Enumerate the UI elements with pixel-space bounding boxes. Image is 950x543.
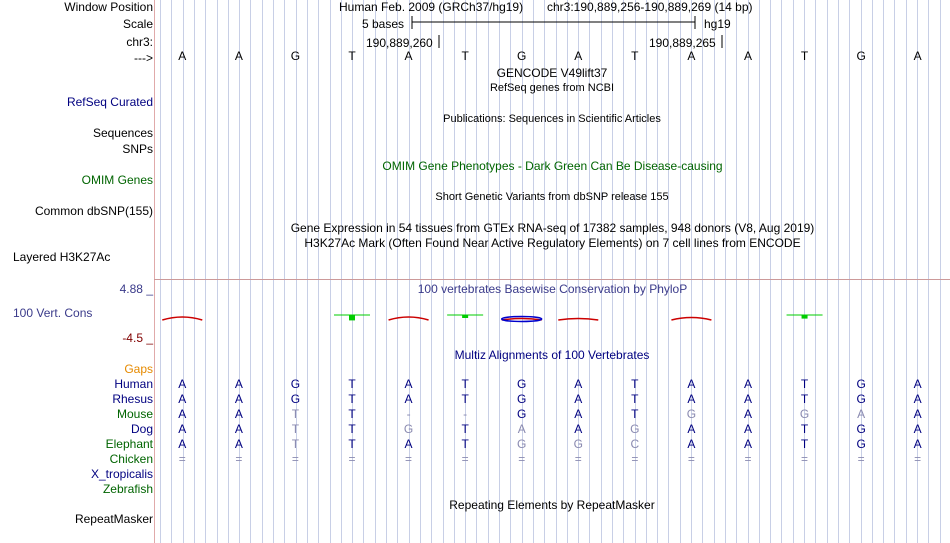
species-base: A [404, 392, 413, 406]
species-base: T [800, 377, 809, 391]
species-base: G [517, 392, 527, 406]
species-base: A [234, 377, 243, 391]
phylop-title[interactable]: 100 vertebrates Basewise Conservation by PhyloP [417, 282, 688, 296]
species-base: T [800, 392, 809, 406]
publications-title[interactable]: Publications: Sequences in Scientific Articles [443, 113, 661, 125]
species-base: G [856, 422, 866, 436]
sequences-track-label[interactable]: Sequences [92, 126, 153, 140]
reference-base: T [348, 49, 356, 63]
species-base: = [461, 452, 469, 466]
species-base: G [290, 392, 301, 406]
species-label[interactable]: Mouse [116, 407, 153, 421]
species-base: A [178, 407, 187, 421]
species-base: A [178, 422, 187, 436]
cons-bar [349, 315, 355, 320]
species-base: T [461, 377, 469, 391]
species-base: A [574, 377, 583, 391]
species-base: = [405, 452, 413, 466]
species-label[interactable]: Chicken [109, 452, 153, 466]
layered-h3k27ac-track-label[interactable]: Layered H3K27Ac [13, 250, 111, 264]
cons-bar [802, 315, 808, 319]
species-base: A [404, 377, 413, 391]
species-base: A [857, 407, 866, 421]
species-base: T [461, 392, 469, 406]
species-base: A [234, 437, 243, 451]
omim-title[interactable]: OMIM Gene Phenotypes - Dark Green Can Be Disease-causing [382, 159, 723, 173]
reference-base: G [517, 49, 527, 63]
species-base: A [913, 392, 922, 406]
species-base: A [574, 392, 583, 406]
cons-bar [462, 315, 468, 318]
coord-2: 190,889,265 [649, 36, 716, 50]
cons-curve [502, 319, 542, 321]
gencode-title[interactable]: GENCODE V49lift37 [496, 66, 608, 80]
species-base: T [461, 422, 469, 436]
snp-title[interactable]: Short Genetic Variants from dbSNP release 155 [435, 191, 669, 203]
window-position: chr3:190,889,256-190,889,269 (14 bp) [547, 0, 753, 14]
species-label[interactable]: Zebrafish [102, 482, 153, 496]
species-base: G [856, 437, 866, 451]
species-base: A [234, 422, 243, 436]
species-label[interactable]: Human [114, 377, 153, 391]
reference-base: A [234, 49, 243, 63]
gtex-title[interactable]: Gene Expression in 54 tissues from GTEx RNA-seq of 17382 samples, 948 donors (V8, Aug 2019) [290, 221, 815, 235]
species-base: G [630, 422, 640, 436]
reference-base: A [574, 49, 583, 63]
species-base: A [234, 407, 243, 421]
species-base: A [743, 392, 752, 406]
h3k27ac-title[interactable]: H3K27Ac Mark (Often Found Near Active Regulatory Elements) on 7 cell lines from ENCODE [304, 236, 801, 250]
species-base: T [348, 377, 356, 391]
species-base: G [517, 377, 527, 391]
coord-1: 190,889,260 [366, 36, 433, 50]
species-base: T [348, 437, 356, 451]
species-base: G [856, 377, 866, 391]
refseq-subtitle[interactable]: RefSeq genes from NCBI [489, 82, 615, 94]
species-base: G [856, 392, 866, 406]
species-base: = [631, 452, 639, 466]
species-base: T [631, 407, 639, 421]
species-base: = [914, 452, 922, 466]
cons-track-label[interactable]: 100 Vert. Cons [13, 306, 93, 320]
species-base: = [574, 452, 582, 466]
species-base: A [687, 392, 696, 406]
species-base: = [235, 452, 243, 466]
scale-label[interactable]: Scale [122, 17, 153, 31]
species-base: T [631, 392, 639, 406]
species-base: C [630, 437, 640, 451]
species-base: A [743, 407, 752, 421]
species-base: A [913, 377, 922, 391]
cons-max-label: 4.88 _ [119, 282, 153, 296]
species-base: A [574, 422, 583, 436]
species-base: T [800, 422, 809, 436]
species-label[interactable]: X_tropicalis [90, 467, 153, 481]
chrom-label[interactable]: chr3: [126, 35, 153, 49]
cons-curve [162, 317, 202, 320]
species-base: - [463, 407, 468, 421]
species-base: T [461, 437, 469, 451]
species-base: T [291, 437, 300, 451]
cons-curve [558, 319, 598, 321]
cons-min-label: -4.5 _ [122, 331, 153, 345]
species-base: G [290, 377, 301, 391]
strand-arrow-label[interactable]: ---> [134, 51, 153, 65]
snps-track-label[interactable]: SNPs [122, 142, 153, 156]
reference-base: G [290, 49, 301, 63]
species-base: A [404, 437, 413, 451]
species-base: A [178, 437, 187, 451]
species-base: A [913, 407, 922, 421]
species-base: = [291, 452, 299, 466]
species-base: A [178, 392, 187, 406]
species-base: T [348, 407, 356, 421]
repeatmasker-title[interactable]: Repeating Elements by RepeatMasker [449, 498, 655, 512]
species-base: - [406, 407, 411, 421]
species-label[interactable]: Dog [130, 422, 153, 436]
species-base: G [403, 422, 414, 436]
species-base: T [631, 377, 639, 391]
species-base: T [348, 392, 356, 406]
cons-curve [389, 317, 429, 320]
species-base: A [687, 437, 696, 451]
gaps-track-label[interactable]: Gaps [124, 362, 153, 376]
species-base: A [743, 422, 752, 436]
species-base: G [799, 407, 810, 421]
multiz-title[interactable]: Multiz Alignments of 100 Vertebrates [454, 348, 650, 362]
reference-base: T [631, 49, 639, 63]
refseq-track-label[interactable]: RefSeq Curated [66, 95, 153, 109]
species-base: G [573, 437, 583, 451]
species-base: T [348, 422, 356, 436]
omim-track-label[interactable]: OMIM Genes [81, 173, 153, 187]
species-base: A [687, 422, 696, 436]
species-base: A [687, 377, 696, 391]
species-base: A [234, 392, 243, 406]
species-base: G [517, 407, 527, 421]
species-base: A [574, 407, 583, 421]
species-base: G [686, 407, 697, 421]
reference-base: A [178, 49, 187, 63]
common-dbsnp-track-label[interactable]: Common dbSNP(155) [34, 204, 153, 218]
species-label[interactable]: Elephant [105, 437, 153, 451]
assembly-name: Human Feb. 2009 (GRCh37/hg19) [339, 0, 524, 14]
species-base: A [743, 437, 752, 451]
species-base: = [857, 452, 865, 466]
reference-base: T [800, 49, 809, 63]
species-base: = [348, 452, 356, 466]
species-base: T [800, 437, 809, 451]
db-name: hg19 [704, 17, 731, 31]
reference-base: A [913, 49, 922, 63]
species-base: A [913, 422, 922, 436]
species-base: = [518, 452, 526, 466]
reference-base: G [856, 49, 866, 63]
scale-text: 5 bases [362, 17, 405, 31]
species-label[interactable]: Rhesus [112, 392, 153, 406]
reference-base: A [404, 49, 413, 63]
species-base: A [178, 377, 187, 391]
species-base: A [517, 422, 526, 436]
species-base: = [744, 452, 752, 466]
species-base: G [517, 437, 527, 451]
species-base: T [291, 407, 300, 421]
cons-curve [671, 318, 711, 321]
species-base: A [913, 437, 922, 451]
reference-base: A [687, 49, 696, 63]
species-base: = [178, 452, 186, 466]
repeatmasker-track-label[interactable]: RepeatMasker [74, 512, 153, 526]
species-base: = [801, 452, 809, 466]
species-base: T [291, 422, 300, 436]
reference-base: A [743, 49, 752, 63]
window-position-label[interactable]: Window Position [64, 0, 153, 14]
species-base: A [743, 377, 752, 391]
species-base: = [687, 452, 695, 466]
reference-base: T [461, 49, 469, 63]
